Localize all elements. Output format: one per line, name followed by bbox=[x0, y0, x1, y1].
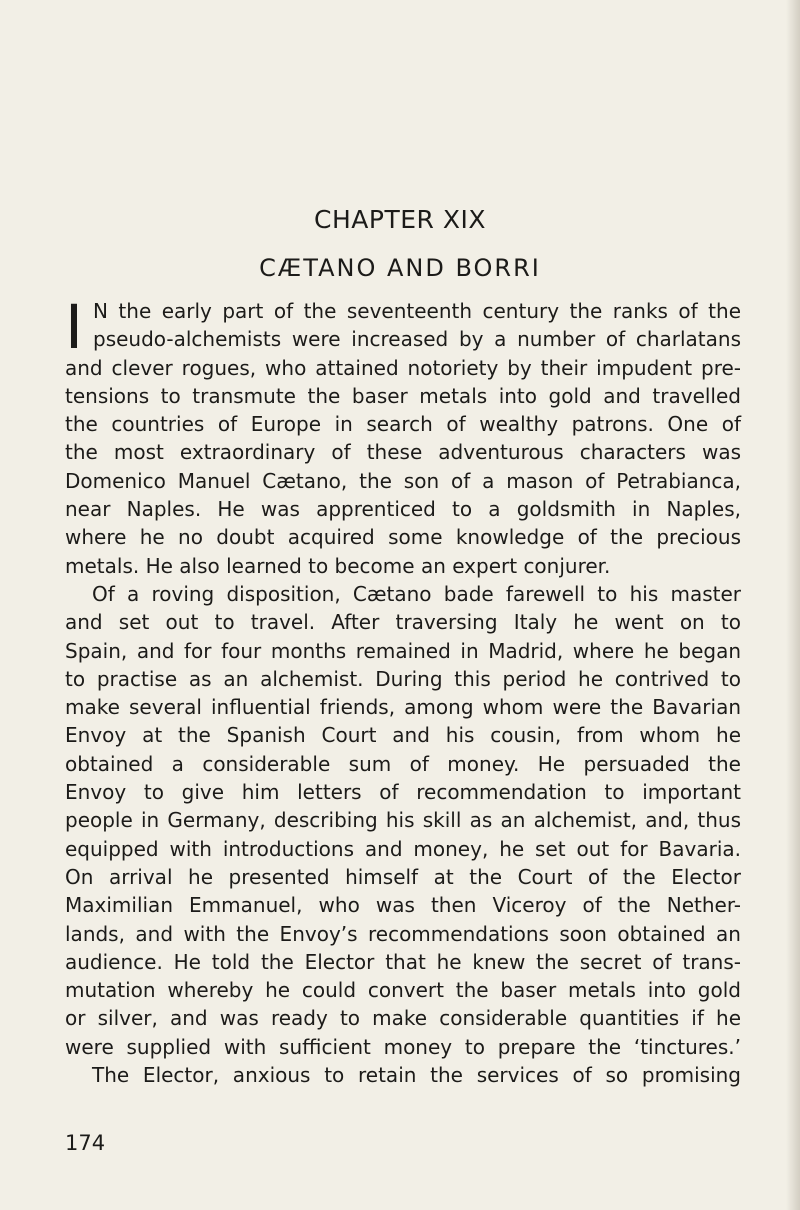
text-line: Spain, and for four months remained in Madrid, where he began bbox=[65, 638, 741, 663]
text-line: or silver, and was ready to make considerable quantities if he bbox=[65, 1006, 741, 1031]
text-line: Envoy to give him letters of recommendation to important bbox=[65, 780, 741, 805]
text-line: were supplied with sufficient money to prepare the ‘tinctures.’ bbox=[65, 1034, 741, 1059]
text-line: the most extraordinary of these adventurous characters was bbox=[65, 440, 741, 465]
text-line: Domenico Manuel Cætano, the son of a mason of Petrabianca, bbox=[65, 468, 741, 493]
text-line: pseudo-alchemists were increased by a number of charlatans bbox=[93, 327, 741, 352]
text-line: obtained a considerable sum of money. He persuaded the bbox=[65, 751, 741, 776]
page-number: 174 bbox=[65, 1131, 106, 1155]
text-line: metals. He also learned to become an expert conjurer. bbox=[65, 553, 611, 578]
text-line: make several influential friends, among whom were the Bavarian bbox=[65, 695, 741, 720]
text-line: The Elector, anxious to retain the services of so promising bbox=[92, 1063, 741, 1088]
text-line: to practise as an alchemist. During this period he contrived to bbox=[65, 666, 741, 691]
text-line: Envoy at the Spanish Court and his cousin, from whom he bbox=[65, 723, 741, 748]
text-line: Maximilian Emmanuel, who was then Viceroy of the Nether- bbox=[65, 893, 741, 918]
page-edge-shadow bbox=[786, 0, 800, 1210]
chapter-number: CHAPTER XIX bbox=[314, 205, 486, 234]
text-line: tensions to transmute the baser metals into gold and travelled bbox=[65, 383, 741, 408]
body-text bbox=[65, 292, 741, 1089]
text-line: people in Germany, describing his skill as an alchemist, and, thus bbox=[65, 808, 741, 833]
text-line: audience. He told the Elector that he knew the secret of trans- bbox=[65, 949, 741, 974]
text-line: and clever rogues, who attained notoriety by their impudent pre- bbox=[65, 355, 741, 380]
text-line: where he no doubt acquired some knowledge of the precious bbox=[65, 525, 741, 550]
text-line: equipped with introductions and money, he set out for Bavaria. bbox=[65, 836, 741, 861]
text-line: N the early part of the seventeenth century the ranks of the bbox=[93, 299, 741, 323]
text-line: and set out to travel. After traversing Italy he went on to bbox=[65, 610, 741, 635]
text-line: lands, and with the Envoy’s recommendations soon obtained an bbox=[65, 921, 741, 946]
text-line: On arrival he presented himself at the Court of the Elector bbox=[65, 864, 741, 889]
drop-cap: I bbox=[65, 292, 83, 363]
text-line: Of a roving disposition, Cætano bade farewell to his master bbox=[92, 581, 741, 606]
text-line: the countries of Europe in search of wealthy patrons. One of bbox=[65, 412, 741, 437]
text-line: mutation whereby he could convert the baser metals into gold bbox=[65, 978, 741, 1003]
text-line: near Naples. He was apprenticed to a goldsmith in Naples, bbox=[65, 497, 741, 522]
chapter-title: CÆTANO AND BORRI bbox=[259, 254, 541, 282]
